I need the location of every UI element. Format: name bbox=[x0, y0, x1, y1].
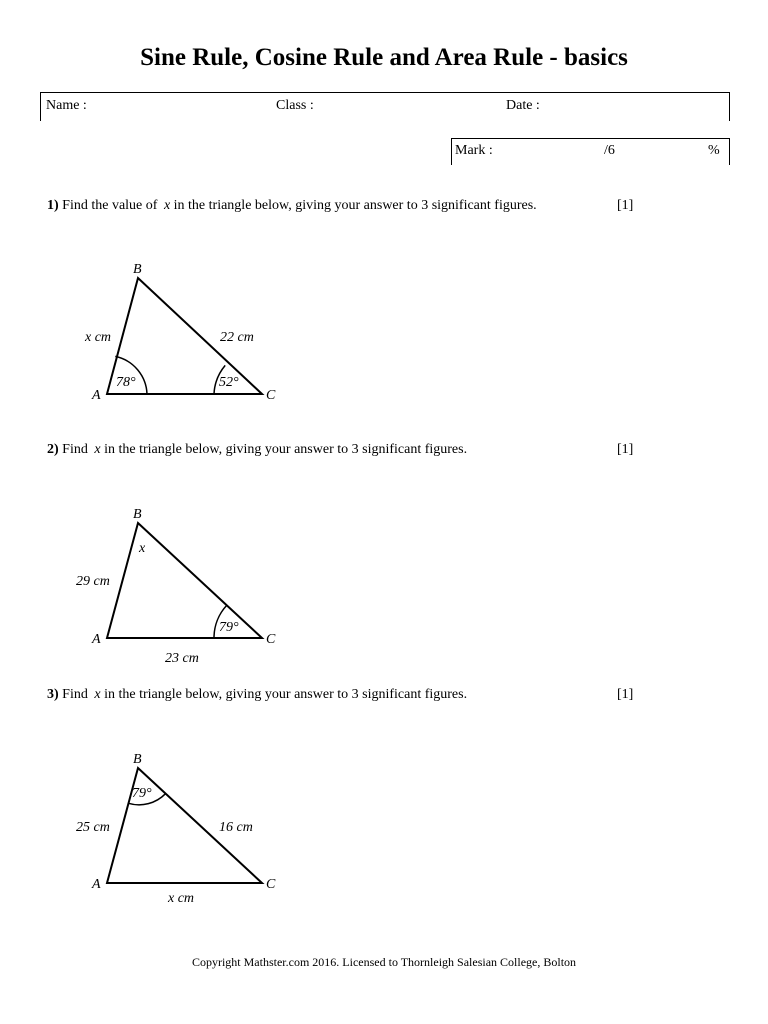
copyright-footer: Copyright Mathster.com 2016. Licensed to Thornleigh Salesian College, Bolton bbox=[191, 955, 577, 969]
triangle-1-angle-a: 78° bbox=[116, 375, 136, 390]
triangle-3-vertex-c: C bbox=[266, 877, 276, 892]
triangle-1-vertex-a: A bbox=[92, 388, 101, 403]
question-3-marks: [1] bbox=[617, 687, 634, 702]
question-2-number: 2) bbox=[47, 442, 59, 457]
mark-total: /6 bbox=[604, 143, 615, 158]
triangle-3-side-bc: 16 cm bbox=[219, 820, 253, 835]
triangle-3-vertex-a: A bbox=[92, 877, 101, 892]
triangle-1-side-bc: 22 cm bbox=[220, 330, 254, 345]
triangle-2-angle-b: x bbox=[139, 541, 146, 556]
question-1-marks: [1] bbox=[617, 198, 634, 213]
triangle-2-outline bbox=[107, 523, 262, 638]
question-3-text-before: Find bbox=[62, 687, 88, 702]
triangle-2-vertex-a: A bbox=[92, 632, 101, 647]
triangle-2 bbox=[76, 507, 276, 666]
class-label: Class : bbox=[276, 98, 314, 113]
name-label: Name : bbox=[46, 98, 87, 113]
triangle-2-vertex-c: C bbox=[266, 632, 276, 647]
triangle-3-angle-b: 79° bbox=[132, 786, 152, 801]
triangle-2-vertex-b: B bbox=[133, 507, 142, 522]
mark-label: Mark : bbox=[455, 143, 493, 158]
question-2-text-after: in the triangle below, giving your answer to 3 significant figures. bbox=[104, 442, 468, 457]
question-3-text-after: in the triangle below, giving your answer to 3 significant figures. bbox=[104, 687, 468, 702]
triangle-3-vertex-b: B bbox=[133, 752, 142, 767]
triangle-3 bbox=[76, 752, 276, 906]
question-3-variable: x bbox=[94, 687, 101, 702]
page-title: Sine Rule, Cosine Rule and Area Rule - basics bbox=[140, 44, 628, 71]
triangle-1 bbox=[84, 262, 276, 403]
triangle-2-side-ac: 23 cm bbox=[165, 651, 199, 666]
triangle-3-side-ac: x cm bbox=[168, 891, 195, 906]
triangle-3-side-ab: 25 cm bbox=[76, 820, 110, 835]
triangle-1-vertex-c: C bbox=[266, 388, 276, 403]
question-2-text-before: Find bbox=[62, 442, 88, 457]
percent-label: % bbox=[708, 143, 720, 158]
question-1-text-before: Find the value of bbox=[62, 198, 158, 213]
question-1-text-after: in the triangle below, giving your answer to 3 significant figures. bbox=[173, 198, 537, 213]
triangle-2-angle-c: 79° bbox=[219, 620, 239, 635]
question-1-variable: x bbox=[163, 198, 171, 213]
triangle-1-vertex-b: B bbox=[133, 262, 142, 277]
date-label: Date : bbox=[506, 98, 540, 113]
triangle-2-side-ab: 29 cm bbox=[76, 574, 110, 589]
question-2-variable: x bbox=[94, 442, 101, 457]
question-1-number: 1) bbox=[47, 198, 59, 213]
question-3-number: 3) bbox=[47, 687, 59, 702]
triangle-1-side-ab: x cm bbox=[85, 330, 112, 345]
question-2-marks: [1] bbox=[617, 442, 634, 457]
triangle-1-angle-c: 52° bbox=[219, 375, 239, 390]
